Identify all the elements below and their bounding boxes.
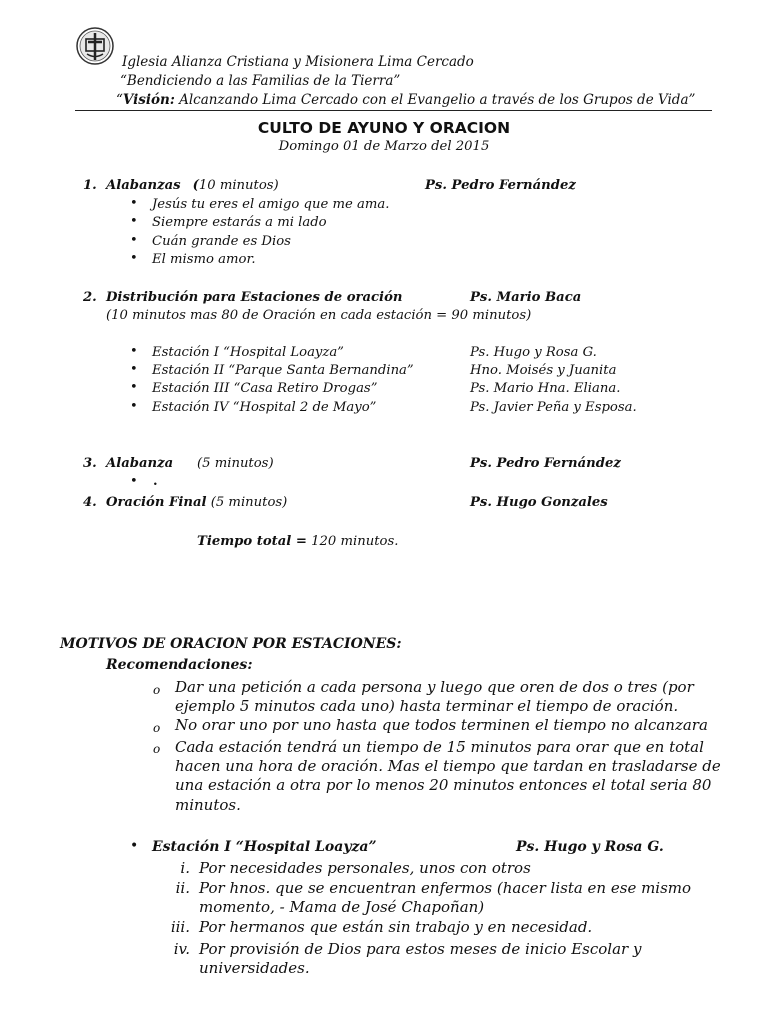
song-item: Siempre estarás a mi lado <box>152 215 327 230</box>
prayer-item: Por hnos. que se encuentran enfermos (hacer lista en ese mismo <box>199 879 692 897</box>
vision-label: Visión: <box>122 92 175 108</box>
item-leader: Ps. Pedro Fernández <box>425 178 576 193</box>
prayer-item: universidades. <box>199 959 310 977</box>
roman-numeral: i. <box>180 859 190 877</box>
station-leader: Hno. Moisés y Juanita <box>470 363 617 378</box>
bullet: • <box>130 214 138 229</box>
song-item: El mismo amor. <box>152 252 256 267</box>
item-alabanzas: Alabanzas (10 minutos) <box>106 178 279 193</box>
item-number: 1. <box>83 178 97 193</box>
bullet: • <box>130 344 138 359</box>
recommendation-line: ejemplo 5 minutos cada uno) hasta terminar el tiempo de oración. <box>175 697 679 715</box>
recommendation-line: minutos. <box>175 796 241 814</box>
item-number: 3. <box>83 456 97 471</box>
recommendation-line: No orar uno por uno hasta que todos terminen el tiempo no alcanzara <box>175 716 708 734</box>
prayer-item: Por provisión de Dios para estos meses de inicio Escolar y <box>199 940 642 958</box>
recommendation-line: hacen una hora de oración. Mas el tiempo que tardan en trasladarse de <box>175 757 721 775</box>
header-divider <box>75 110 712 111</box>
station-leader: Ps. Javier Peña y Esposa. <box>470 400 637 415</box>
recommendation-line: una estación a otra por lo menos 20 minutos entonces el total seria 80 <box>175 776 712 794</box>
church-logo <box>75 26 115 66</box>
roman-numeral: ii. <box>175 879 190 897</box>
church-motto: “Bendiciendo a las Familias de la Tierra” <box>120 73 401 89</box>
service-date: Domingo 01 de Marzo del 2015 <box>278 139 490 154</box>
section-heading: MOTIVOS DE ORACION POR ESTACIONES: <box>60 636 402 652</box>
circle-bullet: o <box>153 683 161 697</box>
station-name: Estación II “Parque Santa Bernandina” <box>152 363 414 378</box>
station-name: Estación III “Casa Retiro Drogas” <box>152 381 378 396</box>
church-vision: “Visión: Alcanzando Lima Cercado con el Evangelio a través de los Grupos de Vida” <box>116 92 696 108</box>
item-alabanza: Alabanza <box>106 456 174 471</box>
station-leader: Ps. Mario Hna. Eliana. <box>470 381 621 396</box>
station-leader: Ps. Hugo y Rosa G. <box>470 345 597 360</box>
recommendations-heading: Recomendaciones: <box>106 657 253 673</box>
station-heading: Estación I “Hospital Loayza” <box>152 839 377 855</box>
item-distribucion: Distribución para Estaciones de oración <box>106 290 403 305</box>
circle-bullet: o <box>153 742 161 756</box>
station-name: Estación IV “Hospital 2 de Mayo” <box>152 400 377 415</box>
bullet: • <box>130 362 138 377</box>
total-time: Tiempo total = 120 minutos. <box>197 534 399 549</box>
prayer-item: momento, - Mama de José Chapoñan) <box>199 898 485 916</box>
bullet: • <box>130 380 138 395</box>
prayer-item: Por necesidades personales, unos con otros <box>199 859 531 877</box>
recommendation-line: Cada estación tendrá un tiempo de 15 minutos para orar que en total <box>175 738 704 756</box>
bullet-text: . <box>153 474 158 489</box>
recommendation-line: Dar una petición a cada persona y luego que oren de dos o tres (por <box>175 678 694 696</box>
prayer-item: Por hermanos que están sin trabajo y en necesidad. <box>199 918 593 936</box>
bullet: • <box>130 474 138 489</box>
station-name: Estación I “Hospital Loayza” <box>152 345 344 360</box>
item-leader: Ps. Pedro Fernández <box>470 456 621 471</box>
item-oracion-final: Oración Final (5 minutos) <box>106 495 288 510</box>
church-name: Iglesia Alianza Cristiana y Misionera Lima Cercado <box>122 54 474 70</box>
bullet: • <box>130 196 138 211</box>
song-item: Jesús tu eres el amigo que me ama. <box>152 197 390 212</box>
item-leader: Ps. Mario Baca <box>470 290 582 305</box>
station-heading-leader: Ps. Hugo y Rosa G. <box>516 839 664 855</box>
roman-numeral: iv. <box>173 940 190 958</box>
item-number: 2. <box>83 290 97 305</box>
item-number: 4. <box>83 495 97 510</box>
roman-numeral: iii. <box>170 918 190 936</box>
bullet: • <box>130 233 138 248</box>
page-title: CULTO DE AYUNO Y ORACION <box>257 119 511 137</box>
item-leader: Ps. Hugo Gonzales <box>470 495 608 510</box>
bullet: • <box>130 838 139 854</box>
song-item: Cuán grande es Dios <box>152 234 291 249</box>
item-note: (10 minutos mas 80 de Oración en cada estación = 90 minutos) <box>106 308 532 323</box>
item-duration: (5 minutos) <box>197 456 274 471</box>
circle-bullet: o <box>153 721 161 735</box>
bullet: • <box>130 251 138 266</box>
bullet: • <box>130 399 138 414</box>
